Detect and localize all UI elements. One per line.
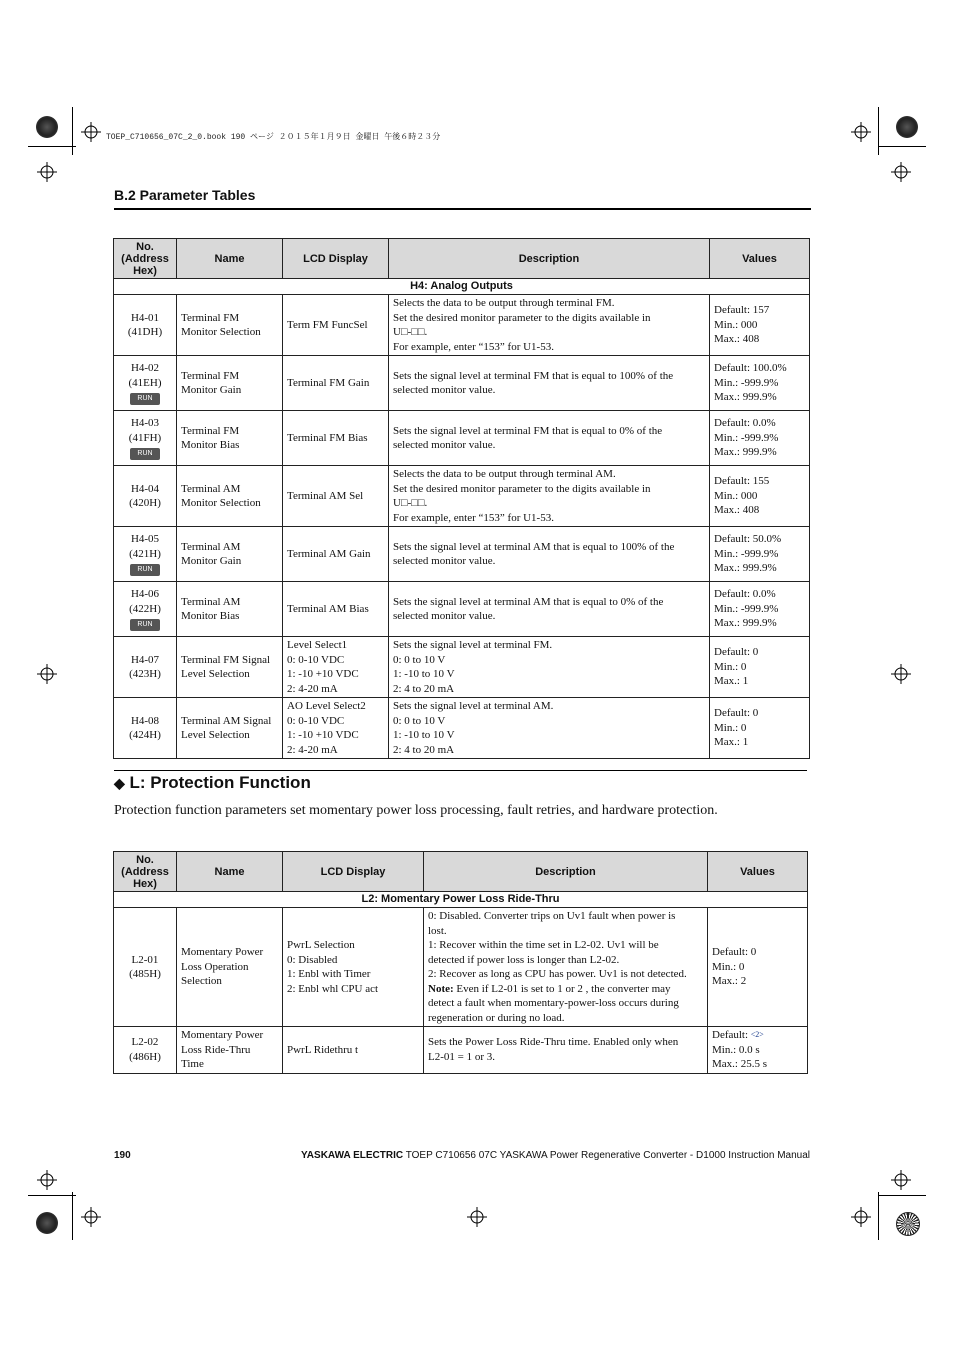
run-icon: RUN	[130, 448, 160, 460]
crosshair-icon	[81, 1207, 101, 1227]
param-lcd-line: Terminal FM Bias	[287, 431, 368, 444]
param-name-line: Momentary Power	[181, 946, 264, 959]
param-desc-line: Sets the Power Loss Ride-Thru time. Enabled only when	[428, 1036, 679, 1049]
default-ref-note: <2>	[750, 1030, 764, 1039]
param-desc-cell	[424, 1027, 708, 1074]
col-header-description: Description	[389, 239, 710, 279]
col-header-description: Description	[424, 852, 708, 892]
param-lcd-line: 2: 4-20 mA	[287, 743, 338, 756]
param-lcd-cell	[283, 698, 389, 759]
param-no-cell	[114, 582, 177, 637]
table-row	[114, 466, 810, 527]
crosshair-icon	[37, 664, 57, 684]
protection-section-title	[114, 773, 311, 793]
param-desc-line: Set the desired monitor parameter to the digits available in	[393, 482, 651, 495]
param-lcd-line: 0: Disabled	[287, 953, 338, 966]
param-lcd-line: 1: -10 +10 VDC	[287, 729, 359, 741]
param-lcd-cell	[283, 582, 389, 637]
param-address: (422H)	[129, 602, 161, 615]
param-desc-line: Sets the signal level at terminal AM.	[393, 700, 554, 712]
run-icon: RUN	[130, 619, 160, 631]
param-value-line: Max.: 999.9%	[714, 562, 777, 575]
param-desc-line: 2: 4 to 20 mA	[393, 682, 455, 695]
param-address: (41DH)	[127, 326, 163, 338]
param-value-line: Default: 155	[714, 475, 770, 488]
run-icon: RUN	[130, 393, 160, 405]
col-header-values: Values	[708, 852, 808, 892]
param-lcd-cell	[283, 637, 389, 698]
param-no: H4-04	[130, 482, 160, 495]
param-no: H4-03	[130, 417, 160, 429]
param-no-cell	[114, 1027, 177, 1074]
param-values-cell	[710, 582, 810, 637]
table-row	[114, 908, 808, 1027]
param-name-cell	[177, 295, 283, 356]
param-desc-line: 0: 0 to 10 V	[393, 653, 446, 666]
section-rule	[114, 770, 807, 771]
param-values-cell	[710, 356, 810, 411]
param-desc-line: Selects the data to be output through terminal AM.	[393, 468, 616, 480]
crosshair-icon	[37, 162, 57, 182]
table-row	[114, 411, 810, 466]
param-desc-line: 1: Recover within the time set in L2-02. Uv1 will be	[428, 939, 659, 951]
param-value-line: Max.: 999.9%	[714, 617, 777, 630]
param-desc-line: 2: Recover as long as CPU has power. Uv1 is not detected.	[428, 968, 687, 980]
param-name-line: Monitor Bias	[181, 439, 240, 451]
param-name-cell	[177, 698, 283, 759]
param-desc-cell	[389, 466, 710, 527]
param-name-line: Momentary Power	[181, 1029, 264, 1041]
param-desc-line: selected monitor value.	[393, 555, 496, 567]
param-lcd-line: 2: Enbl whl CPU act	[287, 982, 379, 995]
param-desc-line: selected monitor value.	[393, 439, 496, 451]
param-value-line: Default: 0.0%	[714, 588, 776, 601]
note-line: regeneration or during no load.	[428, 1011, 565, 1024]
param-name-cell	[177, 411, 283, 466]
param-lcd-line: 1: Enbl with Timer	[287, 968, 371, 980]
col-header-name: Name	[177, 239, 283, 279]
col-header-no: No. (Address Hex)	[114, 239, 177, 279]
param-address: (41EH)	[128, 376, 162, 389]
param-desc-cell	[424, 908, 708, 1027]
diamond-bullet-icon: ◆	[114, 775, 125, 791]
crosshair-icon	[467, 1207, 487, 1227]
registration-disk	[896, 116, 918, 138]
param-desc-line: 1: -10 to 10 V	[393, 668, 455, 680]
param-no: H4-02	[130, 362, 160, 374]
param-desc-line: Sets the signal level at terminal AM that is equal to 0% of the	[393, 595, 664, 608]
param-lcd-cell	[283, 466, 389, 527]
param-values-cell	[708, 908, 808, 1027]
param-lcd-line: Terminal AM Bias	[287, 602, 369, 615]
param-value-line: Min.: 000	[714, 318, 758, 331]
param-lcd-line: Level Select1	[287, 639, 348, 651]
param-value-line	[712, 1028, 803, 1043]
param-desc-line: selected monitor value.	[393, 610, 496, 622]
protection-intro: Protection function parameters set momentary power loss processing, fault retries, and hardware protection.	[114, 803, 718, 818]
param-lcd-line: Terminal FM Gain	[287, 376, 370, 389]
param-name-cell	[177, 637, 283, 698]
param-name-line: Loss Operation	[181, 960, 249, 973]
param-desc-line: 1: -10 to 10 V	[393, 729, 455, 741]
note-label: Note:	[428, 982, 454, 995]
param-value-line: Max.: 408	[714, 504, 760, 517]
table-row	[114, 698, 810, 759]
param-name-cell	[177, 527, 283, 582]
param-desc-line: For example, enter “153” for U1-53.	[393, 511, 554, 524]
group-title: L2: Momentary Power Loss Ride-Thru	[114, 892, 808, 908]
param-desc-line: Sets the signal level at terminal FM that is equal to 0% of the	[393, 424, 663, 437]
param-name-line: Monitor Gain	[181, 384, 242, 396]
param-desc-cell	[389, 582, 710, 637]
crosshair-icon	[851, 122, 871, 142]
note-line: detect a fault when momentary-power-loss occurs during	[428, 997, 679, 1009]
param-value-text: Min.: 0	[712, 960, 745, 973]
param-value-text: Default: 0	[712, 946, 757, 959]
param-no-cell	[114, 527, 177, 582]
param-desc-cell	[389, 698, 710, 759]
crosshair-icon	[891, 162, 911, 182]
param-value-line	[712, 974, 803, 989]
param-lcd-cell	[283, 908, 424, 1027]
param-lcd-line: 1: -10 +10 VDC	[287, 668, 359, 680]
param-no-cell	[114, 356, 177, 411]
col-header-name: Name	[177, 852, 283, 892]
crosshair-icon	[851, 1207, 871, 1227]
param-name-line: Monitor Bias	[181, 610, 240, 622]
param-name-line: Level Selection	[181, 668, 250, 680]
param-value-line: Min.: -999.9%	[714, 431, 779, 444]
crosshair-icon	[81, 122, 101, 142]
param-lcd-line: Term FM FuncSel	[287, 318, 368, 331]
param-lcd-line: PwrL Selection	[287, 939, 355, 951]
param-value-line: Max.: 999.9%	[714, 446, 777, 459]
param-desc-line: Set the desired monitor parameter to the digits available in	[393, 311, 651, 324]
registration-disk	[36, 1212, 58, 1234]
param-name-line: Monitor Gain	[181, 555, 242, 567]
crosshair-icon	[891, 1170, 911, 1190]
param-no-cell	[114, 466, 177, 527]
param-value-line: Min.: 0	[714, 660, 747, 673]
param-values-cell	[710, 637, 810, 698]
param-lcd-line: 0: 0-10 VDC	[287, 714, 345, 727]
param-value-text: Min.: 0.0 s	[712, 1043, 760, 1056]
param-lcd-cell	[283, 356, 389, 411]
param-address: (421H)	[129, 547, 161, 560]
param-address: (424H)	[129, 729, 161, 741]
crosshair-icon	[37, 1170, 57, 1190]
param-desc-cell	[389, 295, 710, 356]
param-name-cell	[177, 466, 283, 527]
param-value-line: Min.: 0	[714, 721, 747, 734]
param-name-line: Terminal FM	[181, 311, 240, 324]
param-name-line: Time	[181, 1058, 204, 1070]
param-lcd-cell	[283, 295, 389, 356]
param-no: H4-07	[130, 653, 160, 666]
param-desc-line: For example, enter “153” for U1-53.	[393, 340, 554, 353]
param-name-line: Monitor Selection	[181, 497, 261, 509]
param-value-text: Max.: 2	[712, 975, 747, 988]
note-line	[428, 982, 703, 997]
param-name-cell	[177, 1027, 283, 1074]
table-row	[114, 356, 810, 411]
param-no-cell	[114, 411, 177, 466]
col-header-lcd: LCD Display	[283, 852, 424, 892]
header-rule	[114, 208, 811, 210]
page-number: 190	[114, 1150, 131, 1161]
param-desc-line: detected if power loss is longer than L2-02.	[428, 953, 620, 966]
registration-disk	[896, 1212, 920, 1236]
param-desc-line: selected monitor value.	[393, 384, 496, 396]
param-desc-cell	[389, 356, 710, 411]
book-info-line: TOEP_C710656_07C_2_0.book 190 ページ ２０１５年１月９日 金曜日 午後６時２３分	[106, 133, 441, 142]
param-no: H4-05	[130, 533, 160, 545]
param-address: (420H)	[129, 497, 161, 509]
param-desc-line: Sets the signal level at terminal AM that is equal to 100% of the	[393, 540, 675, 553]
param-value-line: Max.: 999.9%	[714, 391, 777, 404]
param-name-line: Terminal AM Signal	[181, 714, 272, 727]
table-row	[114, 1027, 808, 1074]
param-name-line: Terminal AM	[181, 482, 241, 495]
param-name-line: Selection	[181, 975, 222, 988]
param-lcd-cell	[283, 411, 389, 466]
param-value-line: Min.: 000	[714, 489, 758, 502]
table-row	[114, 637, 810, 698]
param-address: (41FH)	[128, 431, 162, 444]
param-name-cell	[177, 908, 283, 1027]
param-value-line: Min.: -999.9%	[714, 547, 779, 560]
param-lcd-line: AO Level Select2	[287, 700, 366, 712]
param-desc-cell	[389, 637, 710, 698]
run-icon: RUN	[130, 564, 160, 576]
h4-parameter-table	[113, 238, 810, 759]
param-lcd-line: 0: 0-10 VDC	[287, 653, 345, 666]
col-header-no: No. (Address Hex)	[114, 852, 177, 892]
param-values-cell	[710, 527, 810, 582]
param-value-line: Default: 0	[714, 646, 759, 659]
param-value-line: Max.: 408	[714, 333, 760, 346]
param-name-line: Terminal FM	[181, 424, 240, 437]
param-desc-line: U□-□□.	[393, 497, 428, 509]
col-header-lcd: LCD Display	[283, 239, 389, 279]
registration-disk	[36, 116, 58, 138]
param-value-line: Default: 50.0%	[714, 533, 782, 546]
param-values-cell	[710, 466, 810, 527]
param-value-text: Default:	[712, 1029, 749, 1041]
param-desc-line: Sets the signal level at terminal FM that is equal to 100% of the	[393, 369, 674, 382]
table-row	[114, 582, 810, 637]
param-value-line: Max.: 1	[714, 675, 749, 688]
param-no-cell	[114, 637, 177, 698]
protection-title-text: L: Protection Function	[129, 773, 311, 792]
param-value-line	[712, 960, 803, 975]
param-lcd-cell	[283, 1027, 424, 1074]
param-no: L2-01	[131, 953, 159, 966]
param-desc-line: Selects the data to be output through terminal FM.	[393, 297, 615, 309]
param-name-cell	[177, 582, 283, 637]
param-lcd-line: Terminal AM Gain	[287, 547, 371, 560]
param-name-line: Terminal AM	[181, 595, 241, 608]
param-lcd-line: PwrL Ridethru t	[287, 1043, 359, 1056]
param-values-cell	[708, 1027, 808, 1074]
group-title: H4: Analog Outputs	[114, 279, 810, 295]
param-name-cell	[177, 356, 283, 411]
param-value-line: Max.: 1	[714, 736, 749, 749]
param-desc-line: Sets the signal level at terminal FM.	[393, 639, 553, 651]
param-value-line	[712, 1043, 803, 1058]
param-desc-line: lost.	[428, 924, 447, 937]
param-value-line: Min.: -999.9%	[714, 602, 779, 615]
param-desc-cell	[389, 527, 710, 582]
crosshair-icon	[891, 664, 911, 684]
param-value-line	[712, 945, 803, 960]
param-no-cell	[114, 698, 177, 759]
section-header: B.2 Parameter Tables	[114, 187, 256, 203]
param-value-line	[712, 1057, 803, 1072]
param-name-line: Level Selection	[181, 729, 250, 741]
l2-parameter-table	[113, 851, 808, 1074]
param-desc-line: 0: Disabled. Converter trips on Uv1 fault when power is	[428, 910, 676, 922]
footer-doc-title	[301, 1150, 810, 1161]
param-desc-line: L2-01 = 1 or 3.	[428, 1050, 495, 1063]
param-name-line: Monitor Selection	[181, 326, 261, 338]
param-values-cell	[710, 295, 810, 356]
param-name-line: Terminal AM	[181, 540, 241, 553]
param-value-line: Default: 0	[714, 707, 759, 720]
param-address: (423H)	[129, 668, 161, 680]
param-name-line: Terminal FM Signal	[181, 653, 271, 666]
param-name-line: Loss Ride-Thru	[181, 1043, 251, 1056]
param-address: (486H)	[129, 1050, 161, 1063]
param-no-cell	[114, 295, 177, 356]
param-desc-line: 0: 0 to 10 V	[393, 714, 446, 727]
param-values-cell	[710, 698, 810, 759]
param-lcd-line: 2: 4-20 mA	[287, 682, 338, 695]
param-lcd-cell	[283, 527, 389, 582]
param-value-line: Default: 0.0%	[714, 417, 776, 430]
param-no-cell	[114, 908, 177, 1027]
param-no: H4-01	[130, 311, 160, 324]
param-desc-line: 2: 4 to 20 mA	[393, 743, 455, 756]
param-desc-line: U□-□□.	[393, 326, 428, 338]
param-value-text: Max.: 25.5 s	[712, 1058, 767, 1070]
param-value-line: Min.: -999.9%	[714, 376, 779, 389]
note-text: Even if L2-01 is set to 1 or 2 , the converter may	[453, 982, 671, 995]
table-row	[114, 527, 810, 582]
param-address: (485H)	[129, 968, 161, 980]
param-no: H4-06	[130, 588, 160, 600]
col-header-values: Values	[710, 239, 810, 279]
table-row	[114, 295, 810, 356]
param-values-cell	[710, 411, 810, 466]
footer-brand: YASKAWA ELECTRIC	[301, 1150, 404, 1161]
footer-doc: TOEP C710656 07C YASKAWA Power Regenerative Converter - D1000 Instruction Manual	[403, 1150, 810, 1161]
param-no: L2-02	[131, 1036, 159, 1049]
param-desc-cell	[389, 411, 710, 466]
param-name-line: Terminal FM	[181, 369, 240, 382]
param-lcd-line: Terminal AM Sel	[287, 489, 364, 502]
param-value-line: Default: 157	[714, 304, 770, 317]
param-value-line: Default: 100.0%	[714, 362, 787, 375]
param-no: H4-08	[130, 714, 160, 727]
